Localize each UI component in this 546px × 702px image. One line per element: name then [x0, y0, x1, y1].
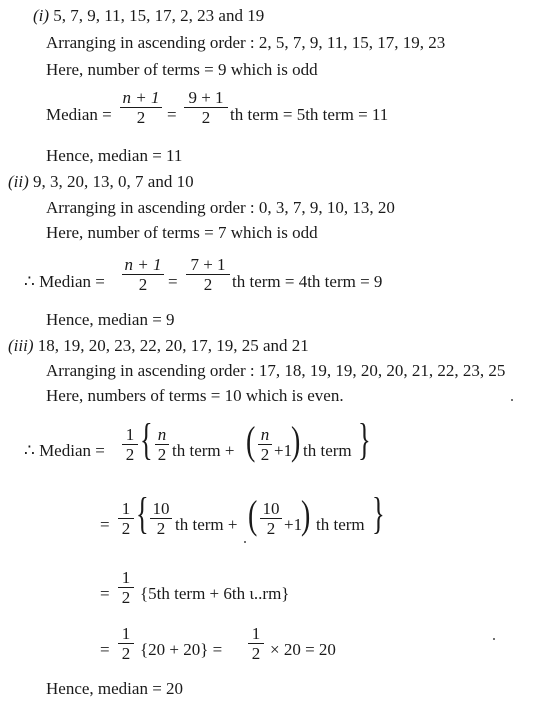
right-paren: ): [291, 418, 301, 463]
fraction-numerator: n + 1: [122, 255, 164, 275]
scan-speck: [511, 399, 513, 401]
part-iii-arranging: Arranging in ascending order : 17, 18, 19, 19, 20, 20, 21, 22, 23, 25: [46, 361, 506, 380]
fraction-numerator: 7 + 1: [186, 255, 230, 275]
n-over-2-fraction-inner: [258, 425, 272, 464]
fraction-denominator: 2: [125, 445, 135, 464]
fraction-numerator: 10: [260, 499, 282, 519]
part-ii-label: (ii): [8, 172, 29, 191]
part-iii-label: (iii): [8, 336, 34, 355]
part-ii-hence: Hence, median = 9: [46, 310, 175, 329]
n-over-2-fraction: [155, 425, 169, 464]
half-fraction: [248, 624, 264, 663]
fraction-denominator: 2: [136, 108, 146, 127]
part-iii-hence: Hence, median = 20: [46, 679, 184, 698]
part-ii-arranging: Arranging in ascending order : 0, 3, 7, 9, 10, 13, 20: [46, 198, 395, 217]
scan-speck: [493, 638, 495, 640]
fraction-denominator: 2: [251, 644, 261, 663]
fraction-denominator: 2: [266, 519, 276, 538]
fraction-denominator: 2: [121, 588, 131, 607]
equals-sign: =: [100, 515, 110, 534]
right-paren: ): [301, 492, 311, 537]
fraction-numerator: n + 1: [120, 88, 162, 108]
part-i-fraction-n: [120, 88, 162, 127]
fraction-numerator: 1: [248, 624, 264, 644]
equals-sign: =: [168, 272, 178, 291]
part-ii-question: [8, 172, 194, 192]
fraction-numerator: 1: [118, 624, 134, 644]
fraction-denominator: 2: [201, 108, 211, 127]
fraction-numerator: 1: [118, 499, 134, 519]
fraction-numerator: 1: [122, 425, 138, 445]
right-brace: }: [372, 489, 385, 538]
step4-result: × 20 = 20: [270, 640, 336, 659]
left-paren: (: [248, 492, 258, 537]
part-i-terms: Here, number of terms = 9 which is odd: [46, 60, 318, 79]
fraction-denominator: 2: [121, 519, 131, 538]
fraction-denominator: 2: [260, 445, 270, 464]
part-i-label: (i): [33, 6, 50, 25]
left-brace: {: [136, 489, 149, 538]
ten-over-2-fraction-inner: [260, 499, 282, 538]
fraction-numerator: 10: [150, 499, 172, 519]
fraction-numerator: 1: [118, 568, 134, 588]
part-i-fraction-value: [184, 88, 228, 127]
th-term: th term: [303, 441, 352, 460]
part-ii-values: 9, 3, 20, 13, 0, 7 and 10: [28, 172, 194, 191]
fraction-denominator: 2: [157, 445, 167, 464]
th-term-plus: th term +: [172, 441, 235, 460]
th-term-plus: th term +: [175, 515, 238, 534]
equals-sign: =: [100, 584, 110, 603]
fraction-denominator: 2: [203, 275, 213, 294]
part-iii-terms: Here, numbers of terms = 10 which is even.: [46, 386, 344, 405]
equals-sign: =: [167, 105, 177, 124]
part-iii-values: 18, 19, 20, 23, 22, 20, 17, 19, 25 and 21: [33, 336, 309, 355]
part-i-result: th term = 5th term = 11: [230, 105, 389, 124]
half-fraction: [118, 568, 134, 607]
th-term: th term: [316, 515, 365, 534]
left-paren: (: [246, 418, 256, 463]
part-i-question: [33, 6, 264, 26]
half-fraction: [118, 624, 134, 663]
fraction-numerator: n: [155, 425, 169, 445]
ten-over-2-fraction: [150, 499, 172, 538]
right-brace: }: [358, 415, 371, 464]
equals-sign: =: [100, 640, 110, 659]
step3-expression: {5th term + 6th ι..rm}: [140, 584, 290, 603]
half-fraction: [122, 425, 138, 464]
scan-speck: [244, 541, 246, 543]
part-i-median-label: Median =: [46, 105, 112, 124]
part-ii-median-label: ∴ Median =: [24, 272, 105, 291]
part-ii-terms: Here, number of terms = 7 which is odd: [46, 223, 318, 242]
plus-one: +1: [274, 441, 293, 460]
part-i-hence: Hence, median = 11: [46, 146, 183, 165]
part-iii-median-label: ∴ Median =: [24, 441, 105, 460]
part-iii-question: [8, 336, 309, 356]
fraction-numerator: 9 + 1: [184, 88, 228, 108]
fraction-numerator: n: [258, 425, 272, 445]
part-ii-fraction-value: [186, 255, 230, 294]
left-brace: {: [140, 415, 153, 464]
fraction-denominator: 2: [121, 644, 131, 663]
part-ii-result: th term = 4th term = 9: [232, 272, 383, 291]
part-i-arranging: Arranging in ascending order : 2, 5, 7, 9, 11, 15, 17, 19, 23: [46, 33, 446, 52]
fraction-denominator: 2: [138, 275, 148, 294]
part-i-values: 5, 7, 9, 11, 15, 17, 2, 23 and 19: [49, 6, 265, 25]
fraction-denominator: 2: [156, 519, 166, 538]
half-fraction: [118, 499, 134, 538]
part-ii-fraction-n: [122, 255, 164, 294]
plus-one: +1: [284, 515, 303, 534]
step4-sum: {20 + 20} =: [140, 640, 223, 659]
